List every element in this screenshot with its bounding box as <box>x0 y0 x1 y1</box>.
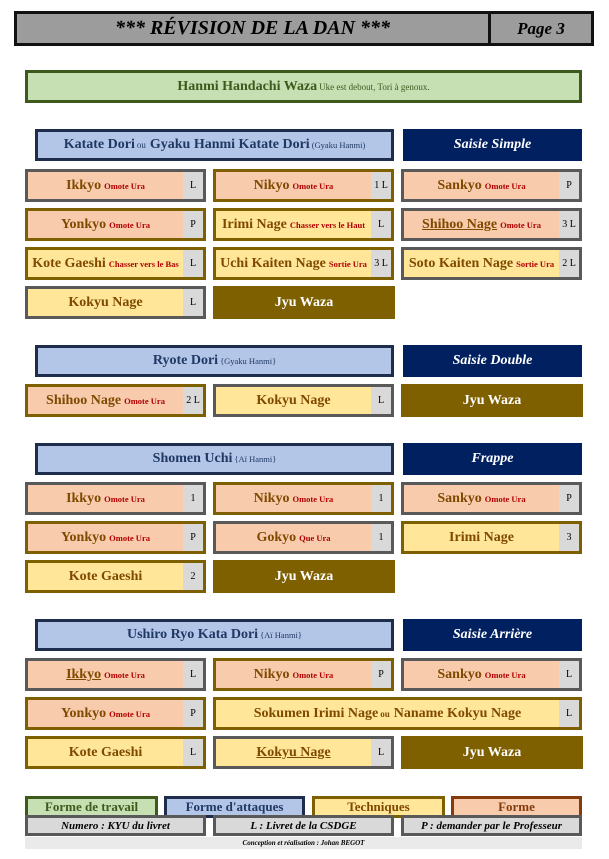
technique-ref: 1 <box>371 485 391 512</box>
technique-ref: L <box>183 250 203 277</box>
technique-name: Kote Gaeshi <box>68 568 143 584</box>
technique-ref: L <box>371 739 391 766</box>
technique-ref: P <box>183 211 203 238</box>
legend-techniques: Techniques <box>312 796 445 818</box>
technique-name: Ikkyo <box>66 490 102 506</box>
legend-work-form: Forme de travail <box>25 796 158 818</box>
technique-soto-kaiten-nage <box>401 247 582 280</box>
technique-ref: 3 L <box>559 211 579 238</box>
attack-stance: {Aï Hanmi} <box>234 454 277 464</box>
technique-ikkyo <box>25 482 206 515</box>
technique-name: Sankyo <box>437 490 482 506</box>
technique-yonkyo <box>25 697 206 730</box>
technique-sokumen-irimi-nage <box>213 697 582 730</box>
attack-stance: {Gyaku Hanmi} <box>220 356 277 366</box>
technique-name: Kokyu Nage <box>68 294 143 310</box>
attack-stance: {Aï Hanmi} <box>260 630 302 640</box>
technique-name: Nikyo <box>253 666 290 682</box>
technique-variant: Omote Ura <box>104 493 145 504</box>
jyu-waza-box: Jyu Waza <box>213 560 395 593</box>
technique-name: Nikyo <box>253 490 290 506</box>
technique-ref: P <box>183 700 203 727</box>
technique-ref: P <box>183 524 203 551</box>
technique-variant: Sortie Ura <box>516 258 555 269</box>
jyu-waza-box: Jyu Waza <box>401 384 583 417</box>
technique-ref: P <box>371 661 391 688</box>
technique-ref: L <box>183 661 203 688</box>
technique-ref: P <box>559 485 579 512</box>
technique-name: Shihoo Nage <box>46 392 122 408</box>
technique-ref: L <box>559 661 579 688</box>
technique-irimi-nage <box>213 208 394 241</box>
technique-uchi-kaiten-nage <box>213 247 394 280</box>
attack-type-label: Saisie Arrière <box>403 619 582 651</box>
technique-variant: Omote Ura <box>484 669 526 680</box>
technique-name: Yonkyo <box>61 705 107 721</box>
page-number: Page 3 <box>517 18 565 38</box>
technique-ref: 3 <box>559 524 579 551</box>
technique-ref: L <box>371 211 391 238</box>
attack-name-alt: Gyaku Hanmi Katate Dori <box>149 137 310 152</box>
technique-name: Kokyu Nage <box>256 392 331 408</box>
attack-type-label: Frappe <box>403 443 582 475</box>
technique-yonkyo <box>25 208 206 241</box>
technique-shihoo-nage <box>401 208 582 241</box>
attack-name: Ryote Dori <box>152 353 219 368</box>
technique-kokyu-nage <box>25 286 206 319</box>
technique-variant: Omote Ura <box>109 532 150 543</box>
attack-header-shomen-uchi <box>35 443 394 475</box>
work-form-title: Hanmi Handachi Waza <box>177 78 318 94</box>
technique-nikyo <box>213 169 394 202</box>
technique-ikkyo <box>25 169 206 202</box>
technique-variant: Omote Ura <box>109 708 150 719</box>
legend-form: Forme <box>451 796 582 818</box>
technique-nikyo <box>213 482 394 515</box>
technique-ref: L <box>559 700 579 727</box>
technique-variant: Omote Ura <box>292 669 334 680</box>
technique-name: Uchi Kaiten Nage <box>220 255 326 271</box>
technique-name: Irimi Nage <box>221 216 287 232</box>
technique-irimi-nage <box>401 521 582 554</box>
technique-name: Yonkyo <box>61 216 107 232</box>
jyu-waza-box: Jyu Waza <box>213 286 395 319</box>
technique-variant: Omote Ura <box>104 180 145 191</box>
attack-header-katate-dori <box>35 129 394 161</box>
legend-note-kyu: Numero : KYU du livret <box>25 815 206 836</box>
technique-yonkyo <box>25 521 206 554</box>
technique-name: Gokyo <box>256 529 297 545</box>
technique-kokyu-nage <box>213 736 394 769</box>
technique-kokyu-nage <box>213 384 394 417</box>
technique-name: Nikyo <box>253 177 290 193</box>
technique-variant: Omote Ura <box>500 219 541 230</box>
technique-name: Kokyu Nage <box>256 744 331 760</box>
technique-variant: Omote Ura <box>109 219 150 230</box>
attack-name: Shomen Uchi <box>152 451 233 466</box>
attack-stance: (Gyaku Hanmi) <box>311 140 366 150</box>
technique-ref: L <box>371 387 391 414</box>
technique-name: Sankyo <box>437 177 482 193</box>
technique-name: Kote Gaeshi <box>32 255 106 271</box>
technique-connector: ou <box>380 708 390 719</box>
page-title: *** RÉVISION DE LA DAN *** <box>17 14 491 43</box>
attack-name: Ushiro Ryo Kata Dori <box>126 627 259 642</box>
work-form-note: Uke est debout, Tori à genoux. <box>319 81 430 92</box>
technique-ref: L <box>183 172 203 199</box>
credit-line: Conception et réalisation : Johan BEGOT <box>25 837 582 849</box>
technique-name-alt: Naname Kokyu Nage <box>393 705 522 721</box>
technique-gokyo <box>213 521 394 554</box>
technique-variant: Omote Ura <box>484 493 526 504</box>
technique-ref: 2 L <box>559 250 579 277</box>
technique-name: Sokumen Irimi Nage <box>253 705 379 721</box>
technique-shihoo-nage <box>25 384 206 417</box>
technique-sankyo <box>401 169 582 202</box>
attack-header-ryote-dori <box>35 345 394 377</box>
technique-variant: Chasser vers le Bas <box>108 258 179 269</box>
technique-variant: Omote Ura <box>292 180 334 191</box>
technique-kote-gaeshi <box>25 736 206 769</box>
work-form-banner <box>25 70 582 103</box>
attack-connector: ou <box>136 140 146 150</box>
technique-kote-gaeshi <box>25 247 206 280</box>
technique-variant: Omote Ura <box>484 180 526 191</box>
legend-attack-form: Forme d'attaques <box>164 796 305 818</box>
technique-ref: P <box>559 172 579 199</box>
technique-ref: 1 <box>371 524 391 551</box>
technique-variant: Que Ura <box>299 532 331 543</box>
technique-name: Yonkyo <box>61 529 107 545</box>
attack-type-label: Saisie Double <box>403 345 582 377</box>
technique-name: Shihoo Nage <box>422 216 498 232</box>
jyu-waza-box: Jyu Waza <box>401 736 583 769</box>
technique-variant: Omote Ura <box>104 669 145 680</box>
technique-variant: Omote Ura <box>292 493 334 504</box>
technique-kote-gaeshi <box>25 560 206 593</box>
technique-name: Kote Gaeshi <box>68 744 143 760</box>
technique-name: Sankyo <box>437 666 482 682</box>
technique-name: Ikkyo <box>66 177 102 193</box>
legend-note-livret: L : Livret de la CSDGE <box>213 815 394 836</box>
technique-variant: Chasser vers le Haut <box>289 219 366 230</box>
attack-header-ushiro-ryo-kata-dori <box>35 619 394 651</box>
technique-ref: 2 <box>183 563 203 590</box>
technique-ikkyo <box>25 658 206 691</box>
technique-sankyo <box>401 482 582 515</box>
technique-ref: L <box>183 739 203 766</box>
technique-sankyo <box>401 658 582 691</box>
attack-name: Katate Dori <box>63 137 135 152</box>
technique-variant: Omote Ura <box>124 395 165 406</box>
technique-name: Ikkyo <box>66 666 102 682</box>
legend-note-professeur: P : demander par le Professeur <box>401 815 582 836</box>
technique-ref: 1 <box>183 485 203 512</box>
technique-ref: 3 L <box>371 250 391 277</box>
technique-variant: Sortie Ura <box>328 258 367 269</box>
technique-name: Soto Kaiten Nage <box>408 255 514 271</box>
technique-nikyo <box>213 658 394 691</box>
technique-name: Irimi Nage <box>449 529 514 545</box>
technique-ref: L <box>183 289 203 316</box>
technique-ref: 1 L <box>371 172 391 199</box>
attack-type-label: Saisie Simple <box>403 129 582 161</box>
title-bar <box>14 11 594 46</box>
technique-ref: 2 L <box>183 387 203 414</box>
